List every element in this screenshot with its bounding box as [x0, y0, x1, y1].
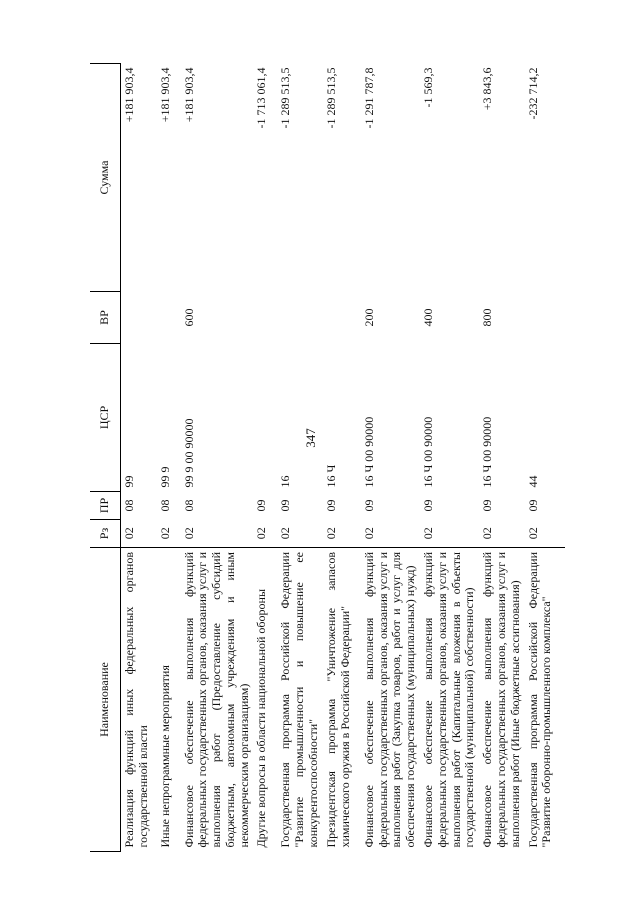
- table-row: [525, 64, 565, 852]
- header-rz: Рз: [90, 520, 121, 548]
- row-pr: 08: [157, 499, 172, 512]
- row-rz: 02: [480, 527, 495, 540]
- table-row: [157, 64, 181, 852]
- row-pr: 08: [122, 499, 136, 512]
- table-row: [361, 64, 420, 852]
- row-vr: 600: [181, 308, 196, 327]
- row-name: Государственная программа Российской Федерации "Развитие промышленности и повышение ее конкурентоспособности": [277, 548, 322, 852]
- row-sum: -1 291 787,8: [361, 67, 376, 129]
- row-pr: 09: [480, 499, 495, 512]
- row-rz: 02: [323, 527, 338, 540]
- row-vr: [157, 292, 181, 344]
- row-name: Президентская программа "Уничтожение запасов химического оружия в Российской Федерации": [323, 548, 361, 852]
- header-csr: ЦСР: [90, 344, 121, 492]
- row-name: Финансовое обеспечение выполнения функций федеральных государственных органов, оказания услуг и выполнения работ (Предоставление субсидий бюджетным, автономным учреждениям и иным некоммерческим организациям): [181, 548, 254, 852]
- row-name: Государственная программа Российской Федерации "Развитие оборонно-промышленного комплекса": [525, 548, 565, 852]
- row-vr: [277, 292, 322, 344]
- row-csr: 16 Ч: [323, 464, 338, 488]
- row-sum: -1 289 513,5: [323, 67, 338, 129]
- row-csr: 99 9: [157, 466, 172, 488]
- header-sum: Сумма: [90, 64, 121, 292]
- row-pr: 08: [181, 499, 196, 512]
- row-rz: 02: [278, 527, 293, 540]
- row-rz: 02: [122, 527, 136, 540]
- row-name: Другие вопросы в области национальной обороны: [253, 548, 277, 852]
- row-rz: 02: [525, 527, 540, 540]
- row-pr: 09: [421, 499, 436, 512]
- row-pr: 09: [525, 499, 540, 512]
- page-number: 347: [303, 428, 318, 448]
- row-rz: 02: [361, 527, 376, 540]
- header-vr: ВР: [90, 292, 121, 344]
- row-vr: [525, 292, 565, 344]
- row-name: Иные непрограммные мероприятия: [157, 548, 181, 852]
- row-csr: 16 Ч 00 90000: [421, 416, 436, 488]
- row-csr: 99: [122, 475, 136, 488]
- row-vr: 800: [480, 308, 495, 327]
- row-sum: -1 569,3: [421, 67, 436, 108]
- row-sum: +3 843,6: [480, 67, 495, 111]
- row-csr: [253, 344, 277, 492]
- table-row: [323, 64, 361, 852]
- row-vr: [121, 292, 157, 344]
- table-header-row: [90, 64, 121, 852]
- row-csr: 16: [278, 475, 293, 488]
- header-name: Наименование: [90, 548, 121, 852]
- row-vr: [253, 292, 277, 344]
- row-name: Финансовое обеспечение выполнения функций федеральных государственных органов, оказания услуг и выполнения работ (Закупка товаров, работ и услуг для обеспечения государственных (муниципальных) нужд): [361, 548, 420, 852]
- table-row: [253, 64, 277, 852]
- row-csr: 44: [525, 475, 540, 488]
- rotated-budget-table: [90, 64, 620, 852]
- row-csr: 99 9 00 90000: [181, 418, 196, 488]
- row-sum: -1 289 513,5: [278, 67, 293, 129]
- row-sum: +181 903,4: [157, 67, 172, 123]
- table-row: [121, 64, 157, 852]
- table-row: [277, 64, 322, 852]
- header-pr: ПР: [90, 492, 121, 520]
- table-row: [479, 64, 524, 852]
- table-row: [420, 64, 479, 852]
- row-csr: 16 Ч 00 90000: [480, 416, 495, 488]
- row-sum: -232 714,2: [525, 67, 540, 120]
- row-name: Реализация функций иных федеральных органов государственной власти: [121, 548, 157, 852]
- table-row: [181, 64, 254, 852]
- row-rz: 02: [421, 527, 436, 540]
- row-vr: 200: [361, 308, 376, 327]
- row-csr: 16 Ч 00 90000: [361, 416, 376, 488]
- row-name: Финансовое обеспечение выполнения функций федеральных государственных органов, оказания услуг и выполнения работ (Иные бюджетные ассигнования): [479, 548, 524, 852]
- row-rz: 02: [157, 527, 172, 540]
- row-pr: 09: [361, 499, 376, 512]
- row-name: Финансовое обеспечение выполнения функций федеральных государственных органов, оказания услуг и выполнения работ (Капитальные вложения в объекты государственной (муниципальной) собственности): [420, 548, 479, 852]
- row-sum: -1 713 061,4: [254, 67, 269, 129]
- row-pr: 09: [323, 499, 338, 512]
- row-rz: 02: [181, 527, 196, 540]
- row-rz: 02: [254, 527, 269, 540]
- row-sum: +181 903,4: [122, 67, 136, 123]
- budget-table: [90, 63, 565, 852]
- row-sum: +181 903,4: [181, 67, 196, 123]
- row-pr: 09: [254, 499, 269, 512]
- row-vr: 400: [421, 308, 436, 327]
- row-pr: 09: [278, 499, 293, 512]
- row-vr: [323, 292, 361, 344]
